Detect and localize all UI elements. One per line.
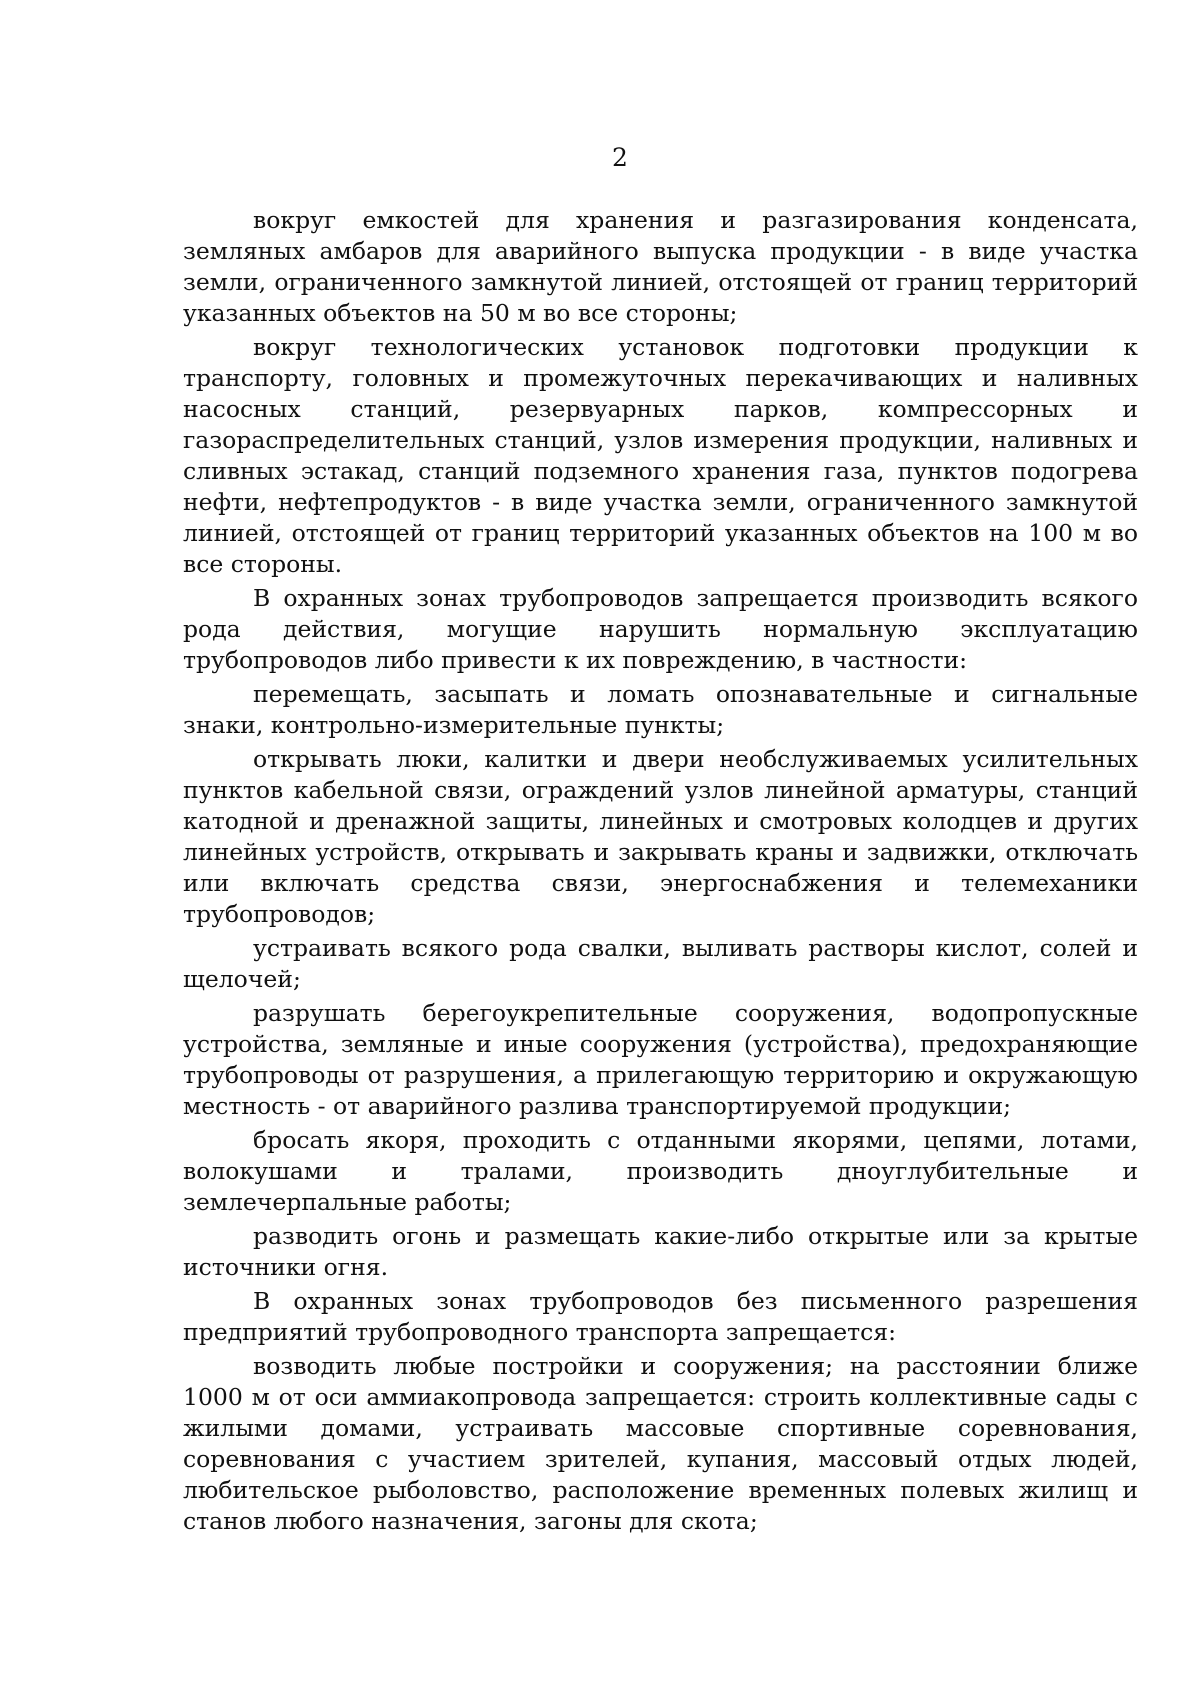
paragraph-prohibited-actions-intro: В охранных зонах трубопроводов запрещается производить всякого рода действия, могущие нарушить нормальную эксплуатацию трубопроводов либо привести к их повреждению, в частности: xyxy=(183,584,1138,674)
paragraph-fire: разводить огонь и размещать какие-либо открытые или за крытые источники огня. xyxy=(183,1222,1138,1281)
paragraph-anchors: бросать якоря, проходить с отданными якорями, цепями, лотами, волокушами и тралами, производить дноуглубительные и землечерпальные работы; xyxy=(183,1126,1138,1216)
paragraph-hatches-and-valves: открывать люки, калитки и двери необслуживаемых усилительных пунктов кабельной связи, ограждений узлов линейной арматуры, станций катодной и дренажной защиты, линейных и смотровых колодцев и других линейных устройств, открывать и закрывать краны и задвижки, отключать или включать средства связи, энергоснабжения и телемеханики трубопроводов; xyxy=(183,745,1138,928)
document-body xyxy=(183,205,1138,1540)
paragraph-written-permission-intro: В охранных зонах трубопроводов без письменного разрешения предприятий трубопроводного транспорта запрещается: xyxy=(183,1287,1138,1346)
paragraph-protective-structures: разрушать берегоукрепительные сооружения, водопропускные устройства, земляные и иные сооружения (устройства), предохраняющие трубопроводы от разрушения, а прилегающую территорию и окружающую местность - от аварийного разлива транспортируемой продукции; xyxy=(183,999,1138,1120)
paragraph-technological-installations: вокруг технологических установок подготовки продукции к транспорту, головных и промежуточных перекачивающих и наливных насосных станций, резервуарных парков, компрессорных и газораспределительных станций, узлов измерения продукции, наливных и сливных эстакад, станций подземного хранения газа, пунктов подогрева нефти, нефтепродуктов - в виде участка земли, ограниченного замкнутой линией, отстоящей от границ территорий указанных объектов на 100 м во все стороны. xyxy=(183,333,1138,578)
paragraph-condensate-tanks: вокруг емкостей для хранения и разгазирования конденсата, земляных амбаров для аварийного выпуска продукции - в виде участка земли, ограниченного замкнутой линией, отстоящей от границ территорий указанных объектов на 50 м во все стороны; xyxy=(183,206,1138,327)
paragraph-dumps: устраивать всякого рода свалки, выливать растворы кислот, солей и щелочей; xyxy=(183,934,1138,993)
paragraph-signs: перемещать, засыпать и ломать опознавательные и сигнальные знаки, контрольно-измерительные пункты; xyxy=(183,680,1138,739)
paragraph-buildings: возводить любые постройки и сооружения; на расстоянии ближе 1000 м от оси аммиакопровода запрещается: строить коллективные сады с жилыми домами, устраивать массовые спортивные соревнования, соревнования с участием зрителей, купания, массовый отдых людей, любительское рыболовство, расположение временных полевых жилищ и станов любого назначения, загоны для скота; xyxy=(183,1352,1138,1535)
page-number: 2 xyxy=(612,143,628,172)
